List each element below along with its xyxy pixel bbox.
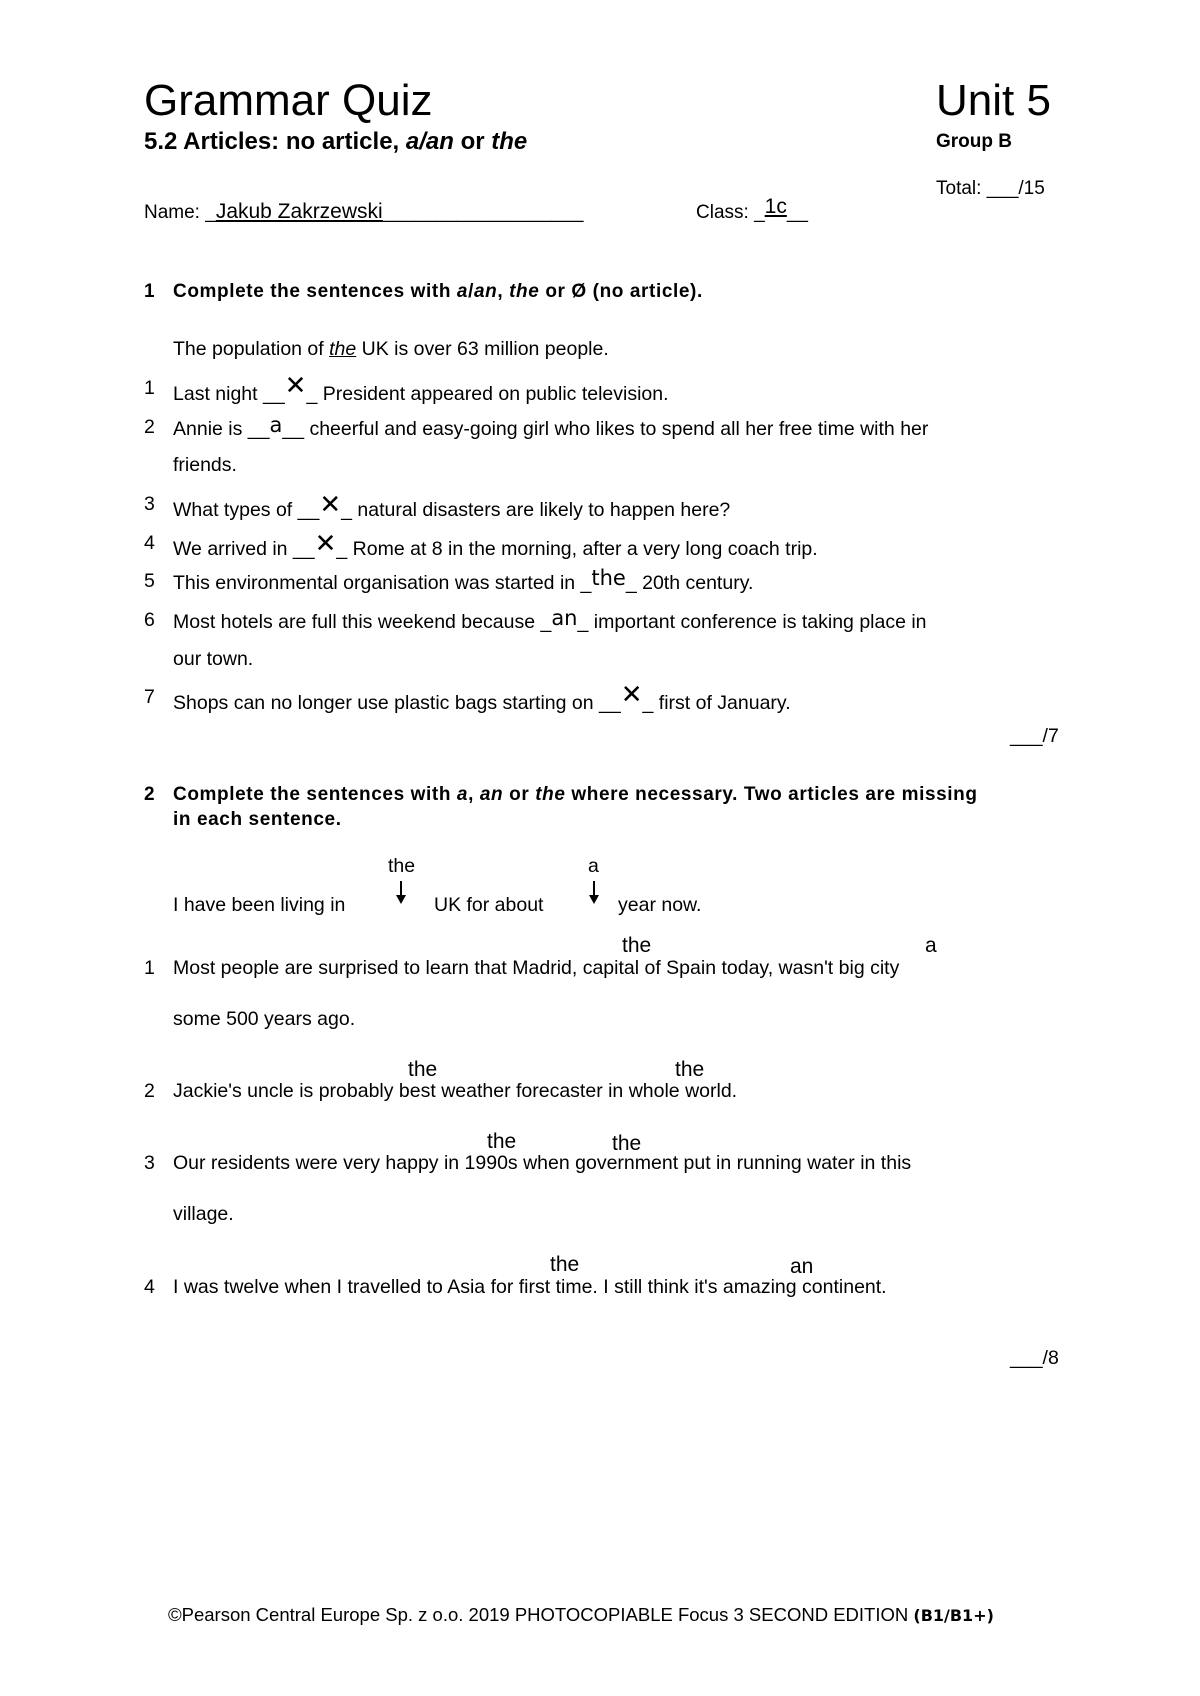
item-text: This environmental organisation was started in _ — [173, 572, 592, 594]
ex1-item-7 — [173, 680, 791, 716]
ex2-item-1-cont: some 500 years ago. — [173, 1008, 356, 1030]
item-text: _ important conference is taking place in — [577, 611, 927, 633]
copyright-text: ©Pearson Central Europe Sp. z o.o. 2019 PHOTOCOPIABLE Focus 3 SECOND EDITION — [168, 1604, 914, 1625]
no-article-mark: ✕ — [314, 529, 337, 559]
exercise1-score: ___/7 — [1010, 725, 1059, 747]
exercise2-number: 2 — [144, 784, 156, 805]
instr-comma: , — [497, 281, 510, 302]
instr-the: the — [509, 281, 540, 302]
subtitle-or: or — [453, 128, 492, 155]
insert-the: the — [612, 1132, 642, 1155]
page-title: Grammar Quiz — [144, 76, 433, 125]
instr-rest: where necessary. Two articles are missing — [565, 784, 978, 805]
ex2-item-4: I was twelve when I travelled to Asia for first time. I still think it's amazing continent. — [173, 1276, 887, 1298]
item-text: What types of __ — [173, 499, 320, 521]
down-arrow-icon — [589, 895, 599, 904]
instr-comma: , — [468, 784, 480, 805]
ex1-item-2 — [173, 413, 929, 441]
ex2-item-number: 3 — [144, 1152, 155, 1174]
ex1-item-number: 6 — [144, 609, 155, 631]
example-answer: the — [329, 338, 357, 360]
insert-the: the — [408, 1058, 438, 1081]
item-text: Annie is __ — [173, 418, 270, 440]
name-label: Name: _ — [144, 202, 216, 223]
item-text: Shops can no longer use plastic bags starting on __ — [173, 692, 621, 714]
class-label: Class: _ — [696, 202, 765, 223]
instr-rest: or Ø (no article). — [539, 281, 703, 302]
item-text: _ first of January. — [642, 692, 791, 714]
footer-copyright — [168, 1604, 994, 1626]
ex1-item-number: 3 — [144, 493, 155, 515]
example-part2: UK for about — [434, 894, 544, 916]
ex1-item-1 — [173, 371, 669, 407]
insert-an: an — [790, 1255, 814, 1278]
ex2-item-2: Jackie's uncle is probably best weather forecaster in whole world. — [173, 1080, 738, 1102]
item-text: _ natural disasters are likely to happen here? — [341, 499, 731, 521]
down-arrow-icon — [396, 895, 406, 904]
page-subtitle — [144, 128, 527, 156]
exercise2-instruction-line2: in each sentence. — [173, 809, 342, 830]
example-part3: year now. — [618, 894, 702, 916]
name-value: Jakub Zakrzewski — [215, 200, 383, 223]
subtitle-italic-a-an: a/an — [405, 128, 454, 155]
no-article-mark: ✕ — [284, 371, 307, 401]
ex2-item-3: Our residents were very happy in 1990s when government put in running water in this — [173, 1152, 912, 1174]
unit-label: Unit 5 — [936, 76, 1051, 125]
instr-a: a — [456, 784, 469, 805]
example-part1: I have been living in — [173, 894, 346, 916]
ex1-item-6-cont: our town. — [173, 648, 254, 670]
class-field — [696, 195, 808, 224]
instr-an: an — [473, 281, 498, 302]
ex1-item-number: 2 — [144, 416, 155, 438]
exercise1-instruction — [173, 281, 703, 303]
ex1-item-6 — [173, 606, 927, 634]
ex1-item-3 — [173, 490, 731, 523]
example-insert-the: the — [388, 855, 416, 877]
ex1-item-number: 7 — [144, 686, 155, 708]
ex2-item-number: 2 — [144, 1080, 155, 1102]
instr-slash: / — [468, 281, 474, 302]
item-text: Last night __ — [173, 383, 285, 405]
exercise1-example — [173, 338, 609, 361]
answer-fill: a — [269, 413, 283, 437]
ex1-item-2-cont: friends. — [173, 454, 237, 476]
exercise1-number: 1 — [144, 281, 156, 302]
ex1-item-number: 5 — [144, 570, 155, 592]
ex1-item-5 — [173, 566, 754, 595]
total-score: Total: ___/15 — [936, 178, 1045, 199]
item-text: _ 20th century. — [625, 572, 754, 594]
ex2-item-number: 4 — [144, 1276, 155, 1298]
item-text: Most hotels are full this weekend because _ — [173, 611, 552, 633]
ex1-item-number: 4 — [144, 532, 155, 554]
instr-an: an — [479, 784, 504, 805]
instr-text: Complete the sentences with — [173, 784, 457, 805]
item-text: _ Rome at 8 in the morning, after a very long coach trip. — [336, 538, 818, 560]
item-text: _ President appeared on public television. — [306, 383, 669, 405]
ex2-item-3-cont: village. — [173, 1203, 234, 1225]
instr-or: or — [503, 784, 536, 805]
ex1-item-number: 1 — [144, 377, 155, 399]
instr-text: Complete the sentences with — [173, 281, 457, 302]
class-value: 1c — [764, 195, 787, 218]
insert-the: the — [675, 1058, 705, 1081]
exercise2-instruction — [173, 784, 978, 806]
example-text-end: UK is over 63 million people. — [356, 338, 609, 360]
level-label: (B1/B1+) — [913, 1606, 994, 1625]
ex2-item-1: Most people are surprised to learn that Madrid, capital of Spain today, wasn't big city — [173, 957, 900, 979]
insert-the: the — [622, 934, 652, 957]
insert-a: a — [925, 934, 937, 957]
instr-the: the — [535, 784, 566, 805]
exercise2-score: ___/8 — [1010, 1347, 1059, 1369]
name-line: ___________________ — [382, 202, 584, 223]
insert-the: the — [487, 1130, 517, 1153]
ex2-item-number: 1 — [144, 957, 155, 979]
answer-fill: an — [551, 606, 578, 630]
name-field — [144, 200, 583, 224]
group-label: Group B — [936, 131, 1012, 152]
answer-fill: the — [591, 566, 626, 590]
class-line: __ — [786, 202, 808, 223]
instr-a: a — [456, 281, 469, 302]
subtitle-italic-the: the — [491, 128, 528, 155]
insert-the: the — [550, 1253, 580, 1276]
no-article-mark: ✕ — [319, 490, 342, 520]
subtitle-text: 5.2 Articles: no article, — [144, 128, 406, 155]
no-article-mark: ✕ — [620, 680, 643, 710]
example-insert-a: a — [588, 855, 599, 877]
item-text: We arrived in __ — [173, 538, 315, 560]
insert-arrow-stem — [593, 881, 595, 895]
example-text: The population of — [173, 338, 330, 360]
ex1-item-4 — [173, 529, 818, 562]
insert-arrow-stem — [400, 881, 402, 895]
item-text: __ cheerful and easy-going girl who likes to spend all her free time with her — [282, 418, 929, 440]
